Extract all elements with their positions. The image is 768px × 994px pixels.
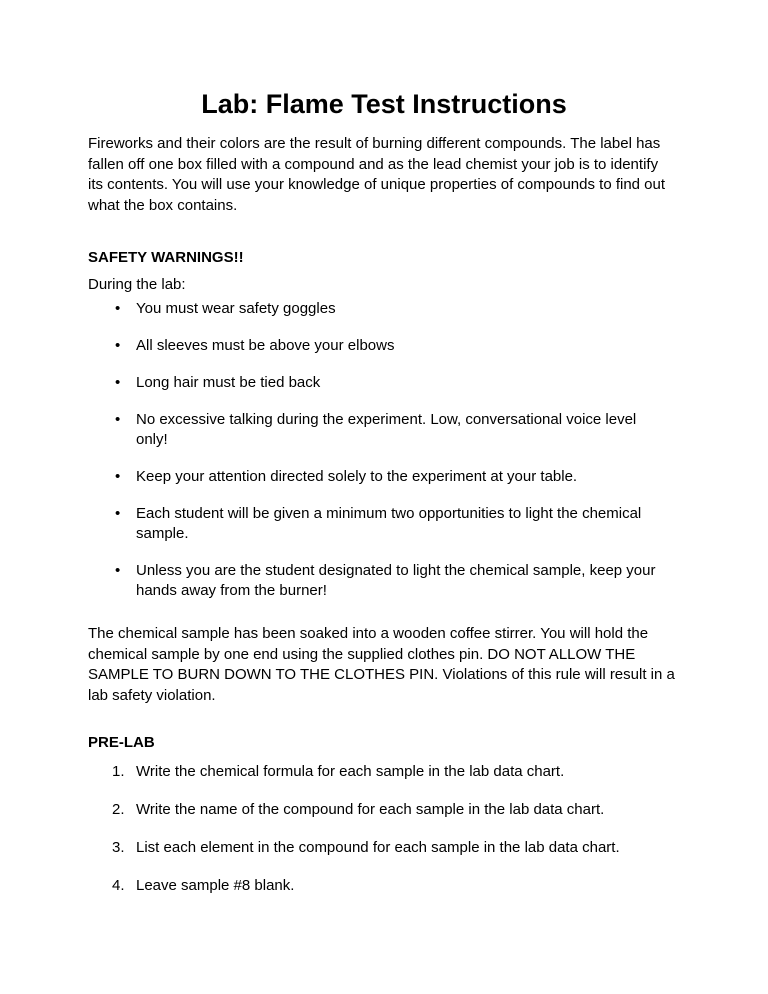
step-number: 4. — [112, 877, 125, 894]
prelab-heading: PRE-LAB — [88, 734, 155, 751]
page-title: Lab: Flame Test Instructions — [201, 89, 567, 119]
list-item-text: Leave sample #8 blank. — [136, 877, 295, 894]
bullet-icon: • — [115, 374, 121, 391]
safety-lead: During the lab: — [88, 276, 186, 293]
step-number: 1. — [112, 763, 125, 780]
list-item — [88, 762, 688, 782]
list-item — [88, 504, 656, 544]
step-number: 3. — [112, 839, 125, 856]
bullet-icon: • — [115, 505, 121, 522]
list-item — [88, 410, 656, 450]
list-item — [88, 467, 656, 487]
step-number: 2. — [112, 801, 125, 818]
list-item — [88, 800, 688, 820]
list-item — [88, 373, 656, 393]
bullet-icon: • — [115, 300, 121, 317]
bullet-icon: • — [115, 411, 121, 428]
prelab-steps-list — [88, 762, 688, 914]
list-item — [88, 561, 656, 601]
list-item-text: You must wear safety goggles — [136, 300, 336, 317]
list-item-text: No excessive talking during the experiment. Low, conversational voice level only! — [136, 411, 637, 448]
safety-heading: SAFETY WARNINGS!! — [88, 249, 244, 266]
bullet-icon: • — [115, 468, 121, 485]
list-item — [88, 336, 656, 356]
list-item-text: Write the name of the compound for each sample in the lab data chart. — [136, 801, 605, 818]
sample-handling-paragraph: The chemical sample has been soaked into a wooden coffee stirrer. You will hold the chemical sample by one end using the supplied clothes pin. DO NOT ALLOW THE SAMPLE TO BURN DOWN TO THE CLOTHES PIN. Violations of this rule will result in a lab safety violation. — [88, 625, 675, 704]
list-item-text: Each student will be given a minimum two opportunities to light the chemical sample. — [136, 505, 642, 542]
list-item-text: Long hair must be tied back — [136, 374, 321, 391]
list-item-text: Keep your attention directed solely to the experiment at your table. — [136, 468, 578, 485]
bullet-icon: • — [115, 337, 121, 354]
list-item — [88, 838, 688, 858]
list-item-text: Unless you are the student designated to light the chemical sample, keep your hands away from the burner! — [136, 562, 656, 599]
list-item-text: All sleeves must be above your elbows — [136, 337, 395, 354]
bullet-icon: • — [115, 562, 121, 579]
intro-paragraph: Fireworks and their colors are the result of burning different compounds. The label has fallen off one box filled with a compound and as the lead chemist your job is to identify its contents. You will use your knowledge of unique properties of compounds to find out what the box contains. — [88, 135, 666, 214]
list-item — [88, 299, 656, 319]
list-item-text: Write the chemical formula for each sample in the lab data chart. — [136, 763, 565, 780]
safety-rules-list — [88, 299, 688, 618]
list-item — [88, 876, 688, 896]
list-item-text: List each element in the compound for each sample in the lab data chart. — [136, 839, 620, 856]
